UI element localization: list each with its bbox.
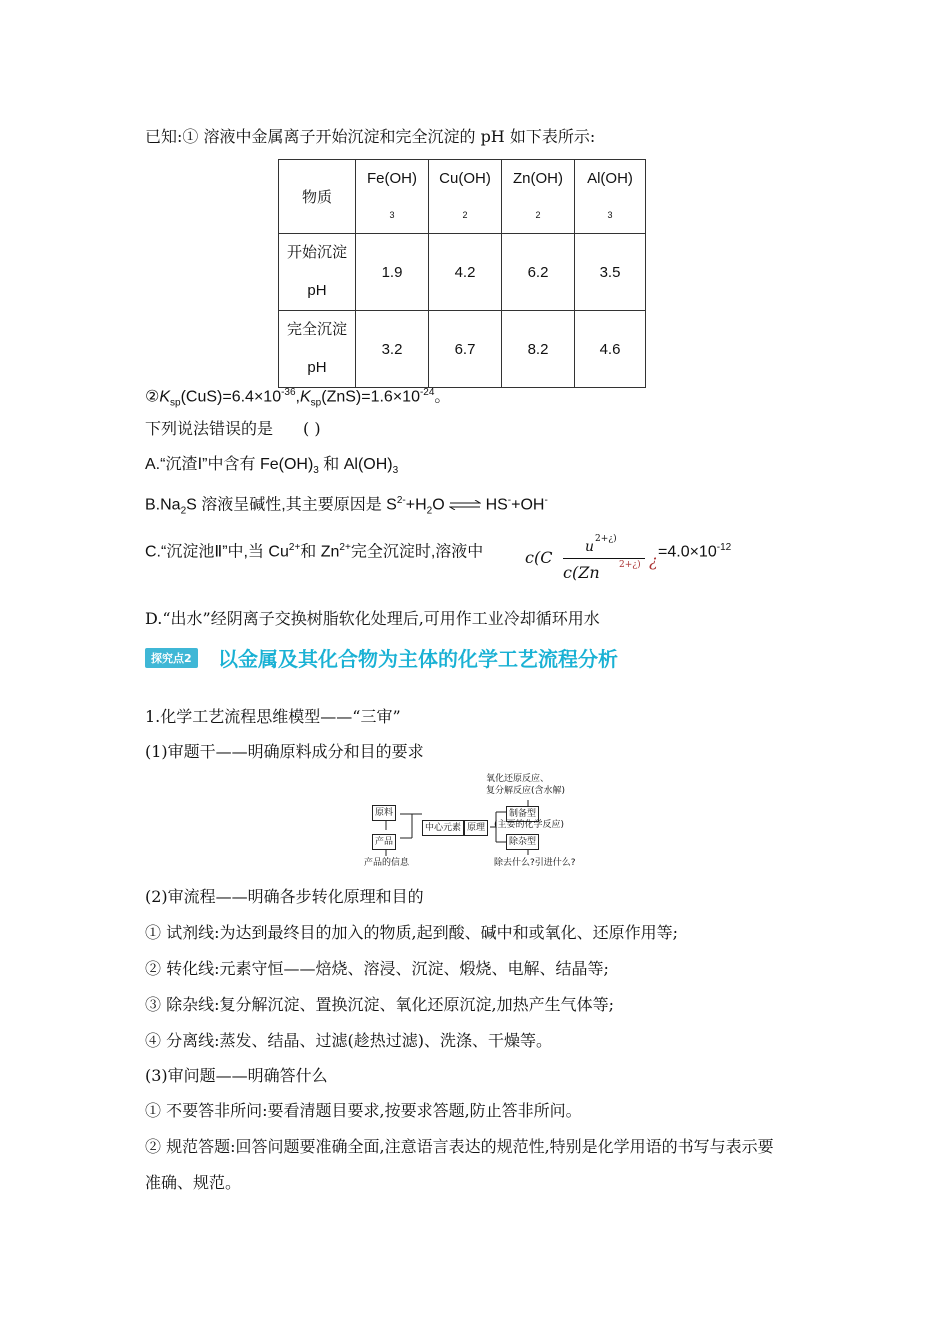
center-element-box: 中心元素: [422, 820, 464, 836]
intro-text: 已知:① 溶液中金属离子开始沉淀和完全沉淀的 pH 如下表所示:: [145, 127, 596, 146]
table-header-cell: 物质: [279, 160, 356, 234]
point-transformation-line: ② 转化线:元素守恒——焙烧、溶浸、沉淀、煅烧、电解、结晶等;: [145, 959, 609, 978]
option-c-value: $=4.0\times 10^{-12}$: [658, 542, 732, 561]
table-cell: 8.2: [502, 311, 575, 388]
question-stem: 下列说法错误的是 ( ): [145, 419, 321, 438]
product-box: 产品: [372, 834, 396, 850]
option-a: A.“沉渣Ⅰ”中含有 $Fe(OH)_3$ 和 $Al(OH)_3$: [145, 456, 399, 477]
table-row: [279, 234, 646, 311]
subheading-2: (2)审流程——明确各步转化原理和目的: [145, 887, 424, 906]
table-row: [279, 311, 646, 388]
option-d: D.“出水”经阴离子交换树脂软化处理后,可用作工业冷却循环用水: [145, 609, 600, 628]
point-separation-line: ④ 分离线:蒸发、结晶、过滤(趁热过滤)、洗涤、干燥等。: [145, 1031, 552, 1050]
section-title: 以金属及其化合物为主体的化学工艺流程分析: [218, 647, 618, 671]
raw-material-box: 原料: [372, 805, 396, 821]
product-info-label: 产品的信息: [364, 858, 410, 868]
heading-model: 1.化学工艺流程思维模型——“三审”: [145, 707, 401, 726]
point-impurity-line: ③ 除杂线:复分解沉淀、置换沉淀、氧化还原沉淀,加热产生气体等;: [145, 995, 614, 1014]
removal-question-label: 除去什么?引进什么?: [494, 858, 576, 868]
section-badge: 探究点2: [145, 648, 198, 668]
removal-type-box: 除杂型: [506, 834, 539, 850]
equilibrium-arrow-icon: [449, 500, 481, 510]
concentration-ratio: c(C u 2+¿) c(Zn 2+¿) ¿: [525, 534, 658, 582]
table-cell: 6.7: [429, 311, 502, 388]
answer-tip-1: ① 不要答非所问:要看清题目要求,按要求答题,防止答非所问。: [145, 1101, 582, 1120]
subheading-1: (1)审题干——明确原料成分和目的要求: [145, 742, 424, 761]
answer-tip-2b: 准确、规范。: [145, 1173, 242, 1192]
ksp-line: $②K_{sp}(CuS)=6.4\times 10^{-36},K_{sp}(ZnS)=1.6\times 10^{-24}$。: [145, 387, 451, 409]
main-reaction-label: (主要的化学反应): [494, 820, 565, 830]
table-cell: 3.2: [356, 311, 429, 388]
table-cell: 1.9: [356, 234, 429, 311]
subheading-3: (3)审问题——明确答什么: [145, 1066, 328, 1085]
ph-table: [278, 159, 646, 388]
prep-type-box: 制备型: [506, 806, 539, 822]
table-header-cell: Zn(OH) 2: [502, 160, 575, 234]
option-b: $B.Na_2S$ 溶液呈碱性,其主要原因是 $S^{2-}+H_2O$ HS-+OH-: [145, 495, 548, 517]
table-cell: 4.6: [575, 311, 646, 388]
table-row-label: 开始沉淀 pH: [279, 234, 356, 311]
table-row-label: 完全沉淀 pH: [279, 311, 356, 388]
table-header-cell: Al(OH) 3: [575, 160, 646, 234]
answer-tip-2a: ② 规范答题:回答问题要准确全面,注意语言表达的规范性,特别是化学用语的书写与表示要: [145, 1137, 774, 1156]
table-header-cell: Fe(OH) 3: [356, 160, 429, 234]
table-cell: 3.5: [575, 234, 646, 311]
redox-label: 氧化还原反应、: [486, 774, 550, 784]
flow-diagram: [360, 772, 600, 872]
point-reagent-line: ① 试剂线:为达到最终目的加入的物质,起到酸、碱中和或氧化、还原作用等;: [145, 923, 678, 942]
option-c: C.“沉淀池Ⅱ”中,当 $Cu^{2+}$和 $Zn^{2+}$完全沉淀时,溶液中: [145, 542, 484, 561]
metathesis-label: 复分解反应(含水解): [486, 786, 566, 796]
table-cell: 4.2: [429, 234, 502, 311]
table-header-cell: Cu(OH) 2: [429, 160, 502, 234]
table-cell: 6.2: [502, 234, 575, 311]
principle-box: 原理: [464, 820, 488, 836]
